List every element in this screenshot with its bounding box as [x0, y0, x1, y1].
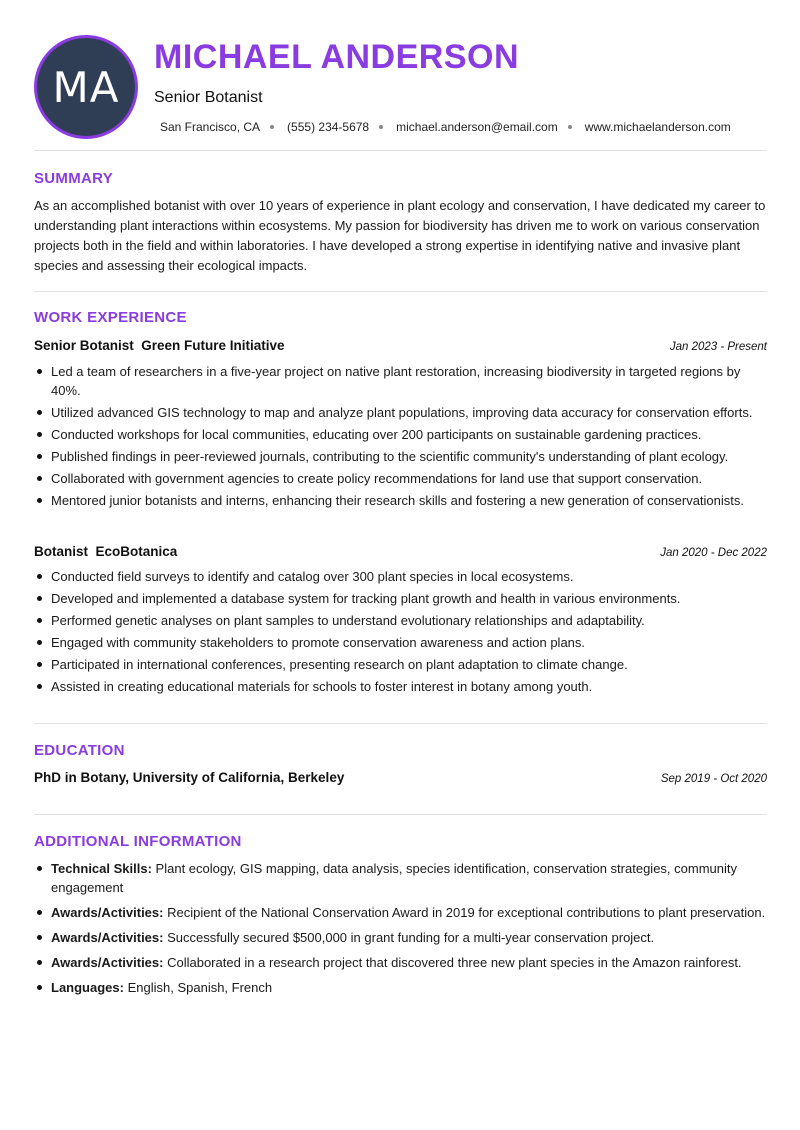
- education-dates: Sep 2019 - Oct 2020: [660, 773, 767, 785]
- contact-location-text: San Francisco, CA: [160, 120, 261, 134]
- separator-dot: [379, 125, 383, 129]
- experience-heading: WORK EXPERIENCE: [34, 309, 187, 326]
- education-entry: [34, 770, 767, 785]
- list-item: Conducted field surveys to identify and catalog over 300 plant species in local ecosystems.: [34, 567, 767, 586]
- avatar-initials: MA: [52, 62, 120, 112]
- item-label: Awards/Activities:: [51, 955, 164, 970]
- contact-phone-text: (555) 234-5678: [287, 120, 370, 134]
- job-header: [34, 338, 767, 353]
- item-label: Languages:: [51, 980, 124, 995]
- list-item: Mentored junior botanists and interns, enhancing their research skills and fostering a new generation of conservationists.: [34, 491, 767, 510]
- job-bullets: [34, 567, 767, 699]
- list-item: Collaborated with government agencies to create policy recommendations for land use that support conservation.: [34, 469, 767, 488]
- divider: [34, 291, 767, 292]
- item-text: Successfully secured $500,000 in grant funding for a multi-year conservation project.: [167, 930, 655, 945]
- item-label: Technical Skills:: [51, 861, 152, 876]
- item-label: Awards/Activities:: [51, 930, 164, 945]
- separator-dot: [568, 125, 572, 129]
- education-degree: PhD in Botany, University of California, Berkeley: [34, 770, 345, 785]
- list-item: Performed genetic analyses on plant samples to understand evolutionary relationships and adaptability.: [34, 611, 767, 630]
- list-item: [34, 928, 767, 947]
- list-item: Engaged with community stakeholders to promote conservation awareness and action plans.: [34, 633, 767, 652]
- divider: [34, 723, 767, 724]
- job-company: Green Future Initiative: [141, 338, 285, 353]
- list-item: Led a team of researchers in a five-year project on native plant restoration, increasing biodiversity in targeted regions by 40%.: [34, 362, 767, 400]
- contact-location: [160, 120, 287, 134]
- education-heading: EDUCATION: [34, 742, 125, 759]
- contact-website-text: www.michaelanderson.com: [584, 120, 731, 134]
- job-dates: Jan 2023 - Present: [669, 341, 767, 353]
- contact-website: [585, 120, 731, 134]
- item-text: Recipient of the National Conservation Award in 2019 for exceptional contributions to plant preservation.: [167, 905, 766, 920]
- contact-email: [396, 120, 585, 134]
- contact-email-text: michael.anderson@email.com: [396, 120, 558, 134]
- list-item: Published findings in peer-reviewed journals, contributing to the scientific community's understanding of plant ecology.: [34, 447, 767, 466]
- candidate-name: MICHAEL ANDERSON: [154, 38, 520, 76]
- list-item: [34, 953, 767, 972]
- list-item: Assisted in creating educational materials for schools to foster interest in botany among youth.: [34, 677, 767, 696]
- item-label: Awards/Activities:: [51, 905, 164, 920]
- contact-list: [160, 120, 731, 134]
- item-text: Plant ecology, GIS mapping, data analysis, species identification, conservation strategies, community engagement: [51, 861, 737, 895]
- job-title: [34, 544, 177, 559]
- avatar: [34, 35, 138, 139]
- candidate-role: Senior Botanist: [154, 89, 263, 106]
- item-text: English, Spanish, French: [127, 980, 273, 995]
- job-bullets: [34, 362, 767, 513]
- list-item: Participated in international conferences, presenting research on plant adaptation to climate change.: [34, 655, 767, 674]
- list-item: [34, 978, 767, 997]
- job-position: Senior Botanist: [34, 338, 134, 353]
- summary-text: As an accomplished botanist with over 10 years of experience in plant ecology and conservation, I have dedicated my career to understanding plant interactions within ecosystems. My passion for biodiversity has driven me to work on various conservation projects both in the field and within laboratories. I have developed a strong expertise in identifying native and invasive plant species and assessing their ecological impacts.: [34, 198, 766, 273]
- divider: [34, 814, 767, 815]
- job-position: Botanist: [34, 544, 88, 559]
- job-company: EcoBotanica: [95, 544, 178, 559]
- job-header: [34, 544, 767, 559]
- list-item: Utilized advanced GIS technology to map and analyze plant populations, improving data accuracy for conservation efforts.: [34, 403, 767, 422]
- divider: [34, 150, 767, 151]
- list-item: Developed and implemented a database system for tracking plant growth and health in various environments.: [34, 589, 767, 608]
- additional-list: [34, 859, 767, 1003]
- additional-heading: ADDITIONAL INFORMATION: [34, 833, 242, 850]
- job-dates: Jan 2020 - Dec 2022: [660, 547, 767, 559]
- separator-dot: [270, 125, 274, 129]
- list-item: [34, 859, 767, 897]
- list-item: Conducted workshops for local communities, educating over 200 participants on sustainable gardening practices.: [34, 425, 767, 444]
- item-text: Collaborated in a research project that discovered three new plant species in the Amazon rainforest.: [167, 955, 742, 970]
- job-title: [34, 338, 285, 353]
- list-item: [34, 903, 767, 922]
- contact-phone: [287, 120, 396, 134]
- summary-heading: SUMMARY: [34, 170, 114, 187]
